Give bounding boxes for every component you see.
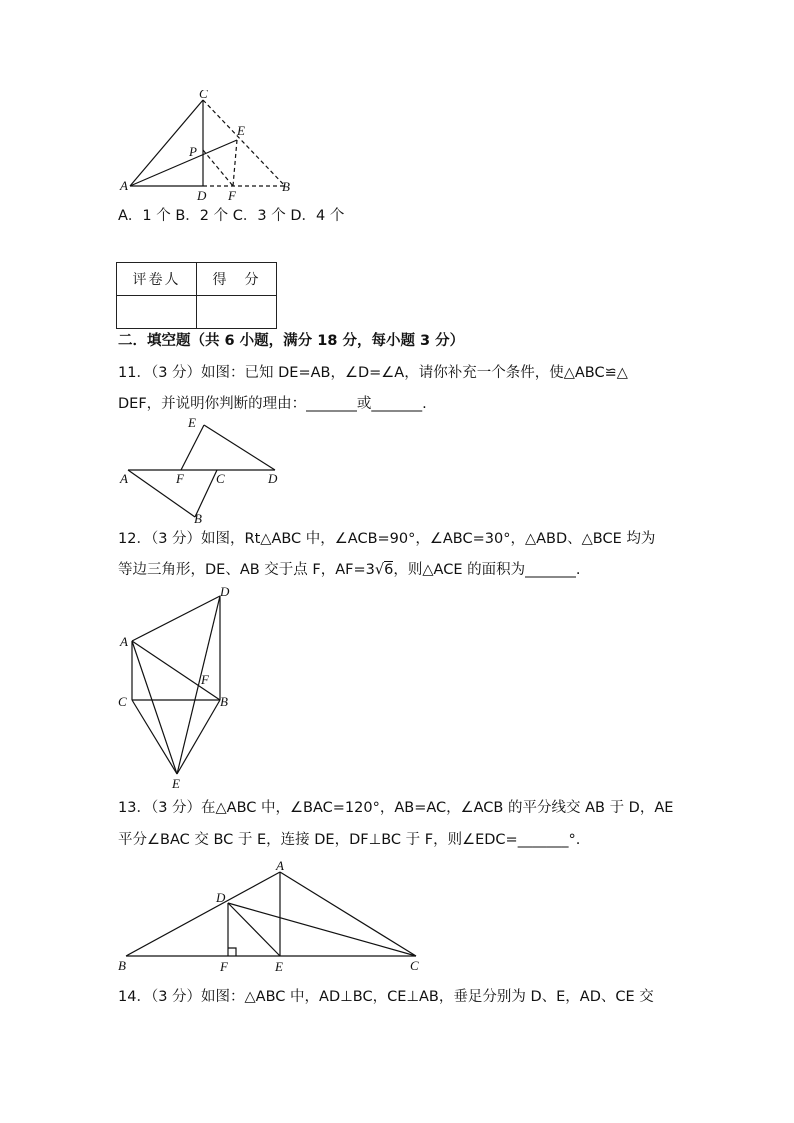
q10-label-f: F xyxy=(228,188,236,202)
q13-label-f: F xyxy=(220,959,228,974)
q12-radicand: 6 xyxy=(384,562,394,578)
q13-label-d: D xyxy=(216,890,226,905)
q11-label-b: B xyxy=(194,511,202,526)
q12-line2-prefix: 等边三角形，DE、AB 交于点 F，AF=3 xyxy=(118,562,375,578)
q14-line1: 14．（3 分）如图：△ABC 中，AD⊥BC，CE⊥AB，垂足分别为 D、E，AD、CE 交 xyxy=(118,989,654,1005)
q11-label-d: D xyxy=(268,471,278,486)
q11-label-f: F xyxy=(176,471,184,486)
q13-label-c: C xyxy=(410,958,419,973)
q11-figure xyxy=(115,415,290,527)
section-title: 二．填空题（共 6 小题，满分 18 分，每小题 3 分） xyxy=(118,333,465,349)
q12-figure xyxy=(112,584,242,792)
q12-label-d: D xyxy=(220,584,230,599)
q10-label-a: A xyxy=(120,178,128,193)
q13-figure xyxy=(112,856,427,978)
q11-label-c: C xyxy=(216,471,225,486)
q10-label-d: D xyxy=(197,188,207,202)
q13-label-a: A xyxy=(276,858,284,873)
q11-label-e: E xyxy=(188,415,196,430)
q11-line1: 11．（3 分）如图：已知 DE=AB，∠D=∠A，请你补充一个条件，使△ABC≌△ xyxy=(118,365,628,381)
q12-label-f: F xyxy=(201,672,209,687)
q12-line1: 12．（3 分）如图，Rt△ABC 中，∠ACB=90°，∠ABC=30°，△ABD、△BCE 均为 xyxy=(118,531,656,547)
q10-label-e: E xyxy=(237,123,245,138)
q13-label-e: E xyxy=(275,959,283,974)
q10-label-c: C xyxy=(199,90,208,101)
q12-line2 xyxy=(118,560,580,580)
sqrt-sign: √ xyxy=(374,562,385,578)
grader-score-header: 得 分 xyxy=(197,263,277,296)
grader-reviewer-cell[interactable] xyxy=(117,296,197,329)
q12-label-e: E xyxy=(172,776,180,791)
q10-label-p: P xyxy=(189,144,197,159)
q13-line1: 13．（3 分）在△ABC 中，∠BAC=120°，AB=AC，∠ACB 的平分线交 AB 于 D，AE xyxy=(118,800,674,816)
q12-label-b: B xyxy=(220,694,228,709)
q12-line2-suffix: ，则△ACE 的面积为_______. xyxy=(393,562,581,578)
q12-label-c: C xyxy=(118,694,127,709)
q11-line2: DEF，并说明你判断的理由：_______或_______. xyxy=(118,396,427,412)
q10-figure xyxy=(115,90,315,202)
grader-table xyxy=(116,262,277,329)
grader-score-cell[interactable] xyxy=(197,296,277,329)
q10-options: A．1 个 B．2 个 C．3 个 D．4 个 xyxy=(118,208,345,224)
q10-label-b: B xyxy=(282,179,290,194)
grader-reviewer-header: 评卷人 xyxy=(117,263,197,296)
q11-label-a: A xyxy=(120,471,128,486)
q13-label-b: B xyxy=(118,958,126,973)
q13-line2: 平分∠BAC 交 BC 于 E，连接 DE，DF⊥BC 于 F，则∠EDC=_______°. xyxy=(118,832,581,848)
q12-label-a: A xyxy=(120,634,128,649)
